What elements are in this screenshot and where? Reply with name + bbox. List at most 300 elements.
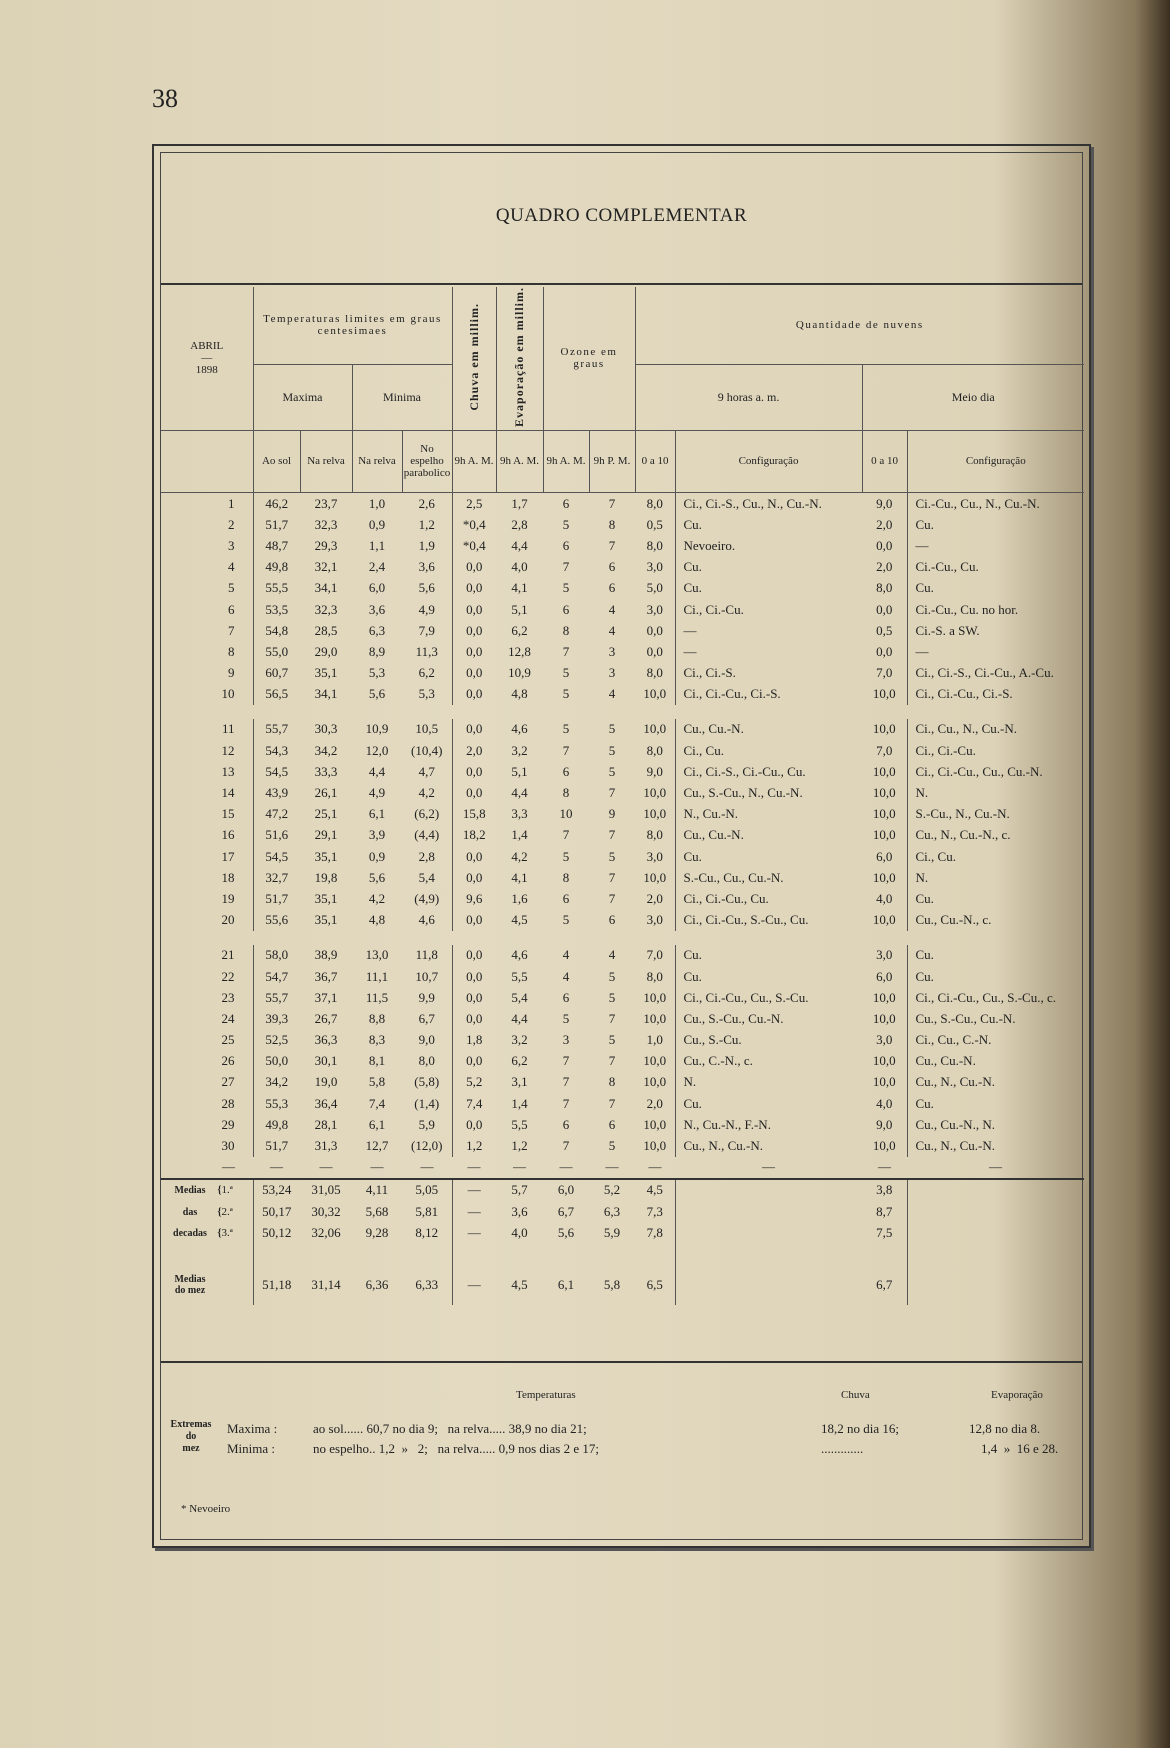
table-cell: 35,1 — [314, 848, 338, 864]
table-cell: 4 — [161, 557, 253, 578]
table-cell: 3,0 — [635, 557, 675, 578]
data-table — [161, 287, 1084, 1305]
table-cell: 1,2 — [402, 514, 452, 535]
table-cell: 1,0 — [368, 495, 386, 511]
spacer-cell — [675, 1243, 862, 1264]
table-cell: Ci., Cu. — [915, 848, 956, 864]
table-cell: 0,0 — [466, 721, 483, 737]
table-cell: 34,2 — [265, 1074, 289, 1090]
table-cell: 34,1 — [314, 686, 338, 702]
table-cell: 2,0 — [635, 1093, 675, 1114]
medias-mez-cell: 5,8 — [603, 1276, 621, 1292]
table-cell: 19,0 — [314, 1074, 338, 1090]
table-cell: 2,0 — [635, 888, 675, 909]
table-cell: 9,0 — [862, 1114, 907, 1135]
table-cell: 2,0 — [862, 557, 907, 578]
table-row — [161, 535, 1084, 556]
table-cell: Ci., Ci.-S. — [683, 665, 736, 681]
table-cell: 51,7 — [265, 890, 289, 906]
decada-cell — [675, 1201, 862, 1222]
table-cell: Ci., Ci.-Cu., Cu., S.-Cu. — [683, 989, 809, 1005]
table-cell: 7,0 — [862, 740, 907, 761]
decada-cell: 5,2 — [603, 1182, 621, 1198]
decada-cell: 50,12 — [262, 1224, 292, 1240]
medias-word: decadas — [173, 1227, 207, 1239]
footer-extremas-label: Extremas do mez — [170, 1419, 212, 1454]
table-cell: 4,0 — [862, 1093, 907, 1114]
dash-cell: — — [270, 1159, 283, 1175]
table-cell: 7 — [608, 785, 616, 801]
table-cell: 5 — [608, 968, 616, 984]
table-cell: 4,2 — [511, 848, 528, 864]
table-cell: 5 — [562, 912, 570, 928]
medias-mez-cell: 6,36 — [365, 1276, 389, 1292]
table-cell: 8,3 — [368, 1032, 386, 1048]
table-cell: Ci.-Cu., Cu. no hor. — [915, 601, 1019, 617]
table-row — [161, 825, 1084, 846]
table-cell: 4,6 — [511, 721, 528, 737]
table-cell: 3 — [608, 643, 616, 659]
decada-number: 1.ª — [221, 1184, 233, 1197]
decada-cell: 3,8 — [862, 1179, 907, 1201]
configuracao-9h-header: Configuração — [675, 430, 862, 492]
table-cell: 32,1 — [314, 559, 338, 575]
table-cell: S.-Cu., Cu., Cu.-N. — [683, 869, 784, 885]
table-cell: 9,6 — [466, 890, 483, 906]
table-cell: 23 — [161, 987, 253, 1008]
table-cell: 4,7 — [402, 761, 452, 782]
table-cell: 6 — [562, 890, 570, 906]
table-cell: S.-Cu., N., Cu.-N. — [915, 806, 1010, 822]
table-cell: 1,2 — [511, 1138, 528, 1154]
table-cell: 49,8 — [265, 1116, 289, 1132]
decada-cell: — — [467, 1224, 481, 1240]
table-cell: 31,3 — [314, 1138, 338, 1154]
table-cell: 6 — [562, 1116, 570, 1132]
table-cell: 28 — [161, 1093, 253, 1114]
table-cell: Cu., Cu.-N., N. — [915, 1116, 995, 1132]
table-cell: 10,0 — [862, 684, 907, 712]
table-cell: Cu., N., Cu.-N. — [915, 1138, 995, 1154]
table-cell: 2,8 — [402, 846, 452, 867]
table-cell: 10,0 — [635, 987, 675, 1008]
spacer-cell — [907, 1243, 1084, 1264]
table-cell: 15 — [161, 804, 253, 825]
decada-cell: 30,32 — [311, 1203, 341, 1219]
table-cell: 51,7 — [265, 1138, 289, 1154]
table-cell: Ci., Ci.-Cu. — [683, 601, 744, 617]
table-cell: 4,6 — [402, 910, 452, 938]
table-cell: 29 — [161, 1114, 253, 1135]
decada-label: decadas {3.ª — [161, 1222, 253, 1243]
table-cell: Cu. — [915, 516, 934, 532]
table-cell: 43,9 — [265, 785, 289, 801]
table-cell: 4,2 — [368, 890, 386, 906]
table-cell: 1,1 — [368, 537, 386, 553]
table-cell: 2,6 — [402, 492, 452, 514]
table-cell: (4,4) — [402, 825, 452, 846]
medias-mez-word: Medias — [174, 1273, 206, 1285]
table-cell: 7 — [562, 1074, 570, 1090]
table-cell: 6 — [608, 580, 616, 596]
table-cell: 51,6 — [265, 827, 289, 843]
evaporacao-header: Evaporação em millim. — [496, 287, 543, 430]
table-cell: N. — [915, 785, 929, 801]
decada-cell: 6,0 — [557, 1182, 575, 1198]
table-cell: — — [683, 643, 697, 659]
table-row — [161, 740, 1084, 761]
table-cell: 5 — [562, 580, 570, 596]
table-cell: 1,7 — [511, 495, 528, 511]
table-cell: 10,0 — [635, 782, 675, 803]
footer-chuva-label: Chuva — [841, 1389, 870, 1401]
footer-min-chuva: ............. — [821, 1441, 864, 1456]
table-cell: 19 — [161, 888, 253, 909]
table-row — [161, 910, 1084, 938]
month-header: ABRIL — 1898 — [161, 287, 253, 430]
table-cell: Ci.-Cu., Cu. — [915, 559, 979, 575]
dash-cell: — — [222, 1159, 235, 1175]
table-cell: Cu., S.-Cu. — [683, 1032, 742, 1048]
table-cell: 6 — [608, 1116, 616, 1132]
table-cell: — — [915, 643, 929, 659]
table-cell: 33,3 — [314, 763, 338, 779]
table-cell: Ci., Ci.-S., Cu., N., Cu.-N. — [683, 495, 822, 511]
table-cell: 29,3 — [314, 537, 338, 553]
chuva-9am-header: 9h A. M. — [452, 430, 496, 492]
table-body — [161, 492, 1084, 1304]
table-cell: 5 — [608, 721, 616, 737]
escala-9h-header: 0 a 10 — [635, 430, 675, 492]
table-cell: 4,9 — [368, 785, 386, 801]
table-cell: N. — [915, 869, 929, 885]
table-cell: 10,5 — [402, 712, 452, 740]
decada-cell: — — [467, 1203, 481, 1219]
footer-min-evap: 1,4 » 16 e 28. — [981, 1441, 1059, 1456]
table-cell: 6 — [608, 559, 616, 575]
table-cell: 4,4 — [368, 763, 386, 779]
table-row — [161, 1072, 1084, 1093]
spacer-cell — [635, 1243, 675, 1264]
decada-label: das {2.ª — [161, 1201, 253, 1222]
dash-cell: — — [605, 1159, 619, 1175]
table-cell: 24 — [161, 1008, 253, 1029]
decada-number: 2.ª — [221, 1205, 233, 1218]
spacer-cell — [300, 1243, 352, 1264]
table-cell: 54,5 — [265, 763, 289, 779]
table-cell: 1 — [161, 492, 253, 514]
table-cell: 32,7 — [265, 869, 289, 885]
table-cell: Ci., Cu. — [683, 742, 724, 758]
table-cell: (4,9) — [402, 888, 452, 909]
table-cell: Nevoeiro. — [683, 537, 736, 553]
table-row — [161, 557, 1084, 578]
table-cell: 35,1 — [314, 665, 338, 681]
table-cell: Cu. — [683, 1095, 702, 1111]
table-row — [161, 514, 1084, 535]
table-cell: 8 — [562, 869, 570, 885]
spacer-row — [161, 1243, 1084, 1264]
table-row — [161, 620, 1084, 641]
ozone-9pm-header: 9h P. M. — [589, 430, 635, 492]
table-cell: — — [683, 622, 697, 638]
footer-nota: * Nevoeiro — [181, 1503, 231, 1515]
table-cell: Cu. — [915, 890, 934, 906]
table-cell: 8,0 — [635, 825, 675, 846]
table-cell: 13 — [161, 761, 253, 782]
decada-label: Medias {1.ª — [161, 1179, 253, 1201]
table-cell: 3,0 — [635, 910, 675, 938]
table-cell: *0,4 — [462, 537, 486, 553]
table-cell: 51,7 — [265, 516, 289, 532]
table-cell: 9 — [161, 662, 253, 683]
na-relva-min-header: Na relva — [352, 430, 402, 492]
table-cell: 60,7 — [265, 665, 289, 681]
table-cell: 7 — [608, 1095, 616, 1111]
table-cell: 2,8 — [511, 516, 528, 532]
table-cell: 11,1 — [365, 968, 389, 984]
table-cell: 30 — [161, 1135, 253, 1156]
table-cell: 10,0 — [862, 1135, 907, 1156]
table-cell: 4 — [608, 686, 616, 702]
table-cell: 13,0 — [365, 947, 389, 963]
table-cell: 0,0 — [466, 785, 483, 801]
table-cell: 6,3 — [368, 622, 386, 638]
table-cell: 20 — [161, 910, 253, 938]
table-cell: 10,9 — [365, 721, 389, 737]
decada-cell: — — [467, 1182, 481, 1198]
table-cell: 1,4 — [511, 827, 528, 843]
table-cell: 54,8 — [265, 622, 289, 638]
spacer-cell — [402, 1243, 452, 1264]
table-cell: 1,9 — [402, 535, 452, 556]
table-cell: 3 — [608, 665, 616, 681]
table-cell: 10,0 — [635, 867, 675, 888]
decada-cell: 5,81 — [402, 1201, 452, 1222]
spacer-cell — [862, 1243, 907, 1264]
table-cell: 17 — [161, 846, 253, 867]
page-number: 38 — [152, 84, 178, 113]
table-cell: 0,0 — [466, 989, 483, 1005]
table-cell: 5 — [562, 721, 570, 737]
table-cell: Cu., N., Cu.-N. — [683, 1138, 763, 1154]
table-cell: 18 — [161, 867, 253, 888]
table-cell: 5,1 — [511, 763, 528, 779]
table-cell: 54,3 — [265, 742, 289, 758]
decada-cell: 7,8 — [635, 1222, 675, 1243]
table-cell: 0,0 — [862, 641, 907, 662]
table-cell: 0,0 — [862, 599, 907, 620]
table-cell: 7 — [161, 620, 253, 641]
dash-cell: — — [648, 1159, 662, 1175]
table-cell: 8,1 — [368, 1053, 386, 1069]
table-cell: 7 — [608, 869, 616, 885]
table-cell: 54,7 — [265, 968, 289, 984]
table-cell: 0,0 — [466, 622, 483, 638]
table-cell: 29,0 — [314, 643, 338, 659]
header-rule — [161, 283, 1082, 285]
table-row — [161, 804, 1084, 825]
decada-cell: 7,5 — [862, 1222, 907, 1243]
decada-cell: 4,11 — [365, 1182, 389, 1198]
table-cell: 55,0 — [265, 643, 289, 659]
table-cell: 37,1 — [314, 989, 338, 1005]
table-cell: (5,8) — [402, 1072, 452, 1093]
table-cell: 47,2 — [265, 806, 289, 822]
table-cell: 8,0 — [635, 535, 675, 556]
maxima-header: Maxima — [253, 364, 352, 430]
table-cell: 5,3 — [402, 684, 452, 712]
table-cell: 34,1 — [314, 580, 338, 596]
table-cell: 5 — [608, 848, 616, 864]
table-cell: 2,4 — [368, 559, 386, 575]
table-cell: 3,2 — [511, 1032, 528, 1048]
table-cell: 0,9 — [368, 516, 386, 532]
table-cell: 4,8 — [368, 912, 386, 928]
nuvens-header: Quantidade de nuvens — [635, 287, 1084, 364]
decada-cell — [907, 1179, 1084, 1201]
footer-maxima-label: Maxima : — [227, 1421, 278, 1436]
table-cell: 10,0 — [862, 1008, 907, 1029]
table-cell: 25,1 — [314, 806, 338, 822]
table-cell: 2,0 — [466, 742, 483, 758]
table-cell: 6 — [562, 495, 570, 511]
table-row — [161, 1114, 1084, 1135]
decada-cell — [907, 1201, 1084, 1222]
configuracao-meio-dia-header: Configuração — [965, 455, 1026, 468]
table-cell: 5 — [161, 578, 253, 599]
table-cell: 4,0 — [511, 559, 528, 575]
table-cell: Cu., C.-N., c. — [683, 1053, 753, 1069]
spacer-cell — [161, 1243, 253, 1264]
decada-cell: 5,7 — [511, 1182, 528, 1198]
table-cell: 3 — [562, 1032, 570, 1048]
table-cell: Ci., Cu., C.-N. — [915, 1032, 992, 1048]
table-cell: 49,8 — [265, 559, 289, 575]
dash-cell: — — [467, 1159, 481, 1175]
table-frame — [152, 144, 1091, 1548]
table-cell: 7,9 — [402, 620, 452, 641]
table-cell: 26 — [161, 1051, 253, 1072]
table-cell: 11 — [161, 712, 253, 740]
table-cell: 1,0 — [635, 1029, 675, 1050]
table-cell: 10,0 — [862, 825, 907, 846]
table-cell: 6,2 — [511, 622, 528, 638]
table-cell: 5,8 — [368, 1074, 386, 1090]
spacer-cell — [253, 1243, 300, 1264]
table-cell: Ci., Ci.-Cu., Ci.-S. — [915, 686, 1013, 702]
table-cell: 4,4 — [511, 1010, 528, 1026]
table-cell: 7 — [608, 495, 616, 511]
table-row — [161, 1029, 1084, 1050]
table-cell: 0,0 — [466, 686, 483, 702]
table-cell: 12 — [161, 740, 253, 761]
table-row — [161, 578, 1084, 599]
table-cell: 7 — [562, 742, 570, 758]
table-cell: 6 — [562, 537, 570, 553]
table-cell: 32,3 — [314, 516, 338, 532]
table-cell: Ci., Ci.-Cu., Cu., Cu.-N. — [915, 763, 1043, 779]
decada-number: 3.ª — [221, 1226, 233, 1239]
table-cell: 7 — [562, 559, 570, 575]
table-cell: 7 — [608, 827, 616, 843]
decada-cell: 6,3 — [603, 1203, 621, 1219]
table-cell: 1,8 — [466, 1032, 483, 1048]
table-cell: 3,6 — [402, 557, 452, 578]
evap-9am-header: 9h A. M. — [496, 430, 543, 492]
decada-cell: 6,7 — [557, 1203, 575, 1219]
table-cell: 21 — [161, 938, 253, 966]
table-cell: 3,1 — [511, 1074, 528, 1090]
table-cell: Cu., Cu.-N. — [683, 827, 744, 843]
decada-cell: 31,05 — [311, 1182, 341, 1198]
table-cell: 0,0 — [466, 580, 483, 596]
table-cell: 6 — [562, 763, 570, 779]
table-cell: 55,7 — [265, 989, 289, 1005]
table-cell: N., Cu.-N. — [683, 806, 739, 822]
dash-cell: — — [513, 1159, 526, 1175]
table-cell: 10 — [559, 806, 573, 822]
escala-meio-dia-header: 0 a 10 — [862, 430, 907, 492]
table-cell: 55,6 — [265, 912, 289, 928]
medias-mez-cell: 6,5 — [635, 1265, 675, 1305]
table-cell: Ci.-Cu., Cu., N., Cu.-N. — [915, 495, 1040, 511]
medias-mez-cell: 6,33 — [402, 1265, 452, 1305]
medias-word: Medias — [174, 1185, 206, 1197]
decada-cell: 53,24 — [262, 1182, 292, 1198]
table-cell: 5,0 — [635, 578, 675, 599]
table-cell: 39,3 — [265, 1010, 289, 1026]
table-cell: Cu. — [915, 1095, 934, 1111]
footer-max-temp: ao sol...... 60,7 no dia 9; na relva..... 38,9 no dia 21; — [313, 1421, 587, 1436]
table-cell: 7 — [608, 890, 616, 906]
table-row — [161, 867, 1084, 888]
table-cell: 53,5 — [265, 601, 289, 617]
table-cell: 6,1 — [368, 806, 386, 822]
medias-mez-cell — [907, 1265, 1084, 1305]
table-cell: 4,2 — [402, 782, 452, 803]
table-cell: 4,4 — [511, 537, 528, 553]
table-cell: 10,0 — [635, 1008, 675, 1029]
decada-cell: 7,3 — [635, 1201, 675, 1222]
table-cell: 10,9 — [508, 665, 531, 681]
table-cell: 5,4 — [402, 867, 452, 888]
medias-mez-cell: 51,18 — [262, 1276, 292, 1292]
footer-evaporacao-label: Evaporação — [991, 1389, 1043, 1401]
table-cell: 8,0 — [635, 740, 675, 761]
table-cell: 11,3 — [402, 641, 452, 662]
table-cell: 19,8 — [314, 869, 338, 885]
table-cell: 9 — [608, 806, 616, 822]
table-cell: 0,0 — [635, 641, 675, 662]
table-cell: 10,0 — [862, 761, 907, 782]
table-cell: 7 — [608, 537, 616, 553]
table-cell: Cu., N., Cu.-N. — [915, 1074, 995, 1090]
table-row — [161, 641, 1084, 662]
table-cell: 5 — [608, 742, 616, 758]
table-cell: 10,0 — [635, 1135, 675, 1156]
table-cell: 1,4 — [511, 1095, 528, 1111]
decada-cell: 50,17 — [262, 1203, 292, 1219]
table-cell: 5,4 — [511, 989, 528, 1005]
table-cell: (12,0) — [402, 1135, 452, 1156]
table-cell: 10,0 — [862, 1072, 907, 1093]
table-row — [161, 492, 1084, 514]
table-cell: 10,0 — [862, 782, 907, 803]
dash-cell: — — [319, 1159, 333, 1175]
table-cell: Cu. — [915, 968, 934, 984]
table-cell: 7,0 — [635, 938, 675, 966]
